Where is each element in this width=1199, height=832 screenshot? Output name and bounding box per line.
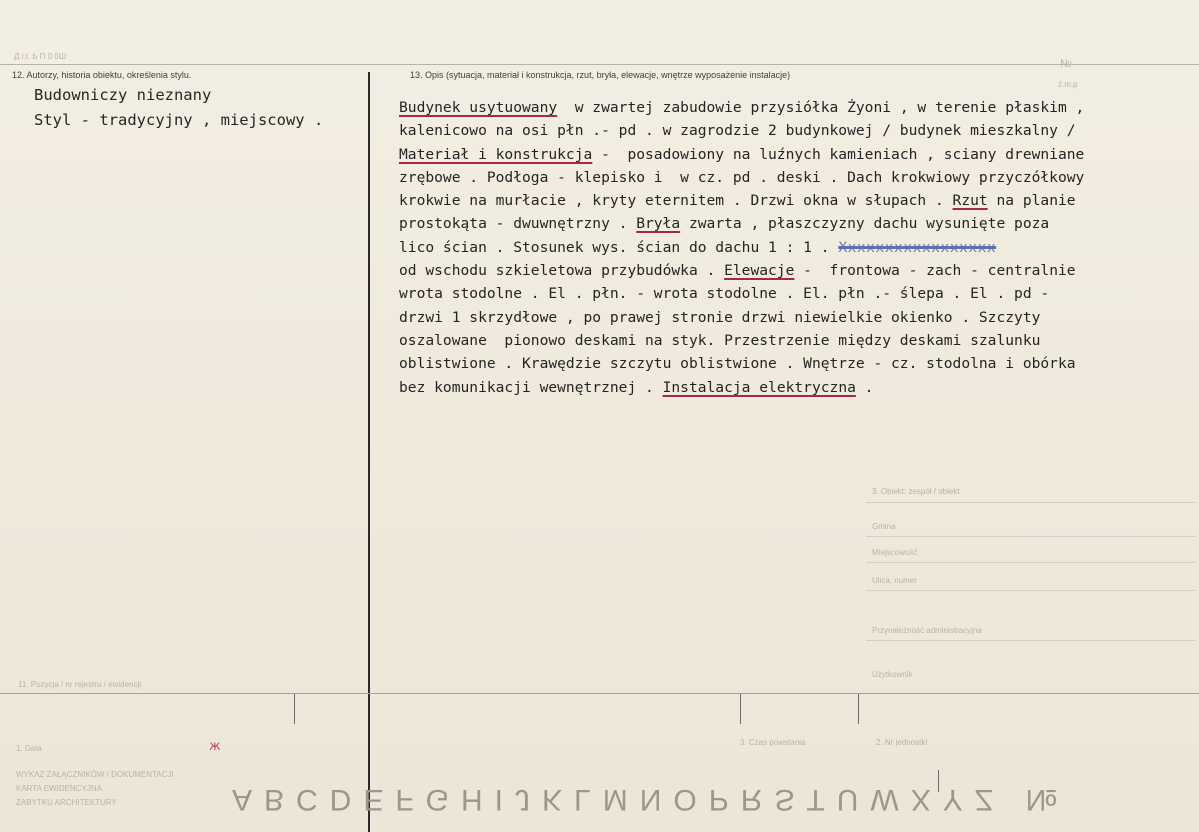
authors-entry: Budowniczy nieznany (34, 86, 212, 104)
underlined-heading: Materiał i konstrukcja (399, 145, 593, 163)
description-line (399, 119, 1084, 142)
description-segment: na planie (987, 192, 1076, 210)
column-divider (368, 72, 370, 832)
frame-tick (294, 694, 295, 724)
faint-right-5: Przynależność administracyjna (872, 626, 982, 635)
description-segment: - frontowa - zach - centralnie (794, 262, 1076, 280)
description-segment: bez komunikacji wewnętrznej . (399, 378, 663, 396)
frame-tick (858, 694, 859, 724)
faint-right-6: Użytkownik (872, 670, 913, 679)
description-segment: krokwie na murłacie , kryty eternitem . Drzwi okna w słupach . (399, 192, 953, 210)
red-mark: ж (209, 739, 221, 754)
underlined-heading: Instalacja elektryczna (662, 378, 856, 396)
faint-line (866, 536, 1196, 537)
description-segment: drzwi 1 skrzydłowe , po prawej stronie drzwi niewielkie okienko . Szczyty (399, 308, 1041, 326)
faint-line (866, 590, 1196, 591)
faint-line (866, 562, 1196, 563)
faint-bottom-mid: 3. Czas powstania (740, 738, 806, 747)
header-rule (0, 64, 1199, 65)
field-12-label: 12. Autorzy, historia obiektu, określenia stylu. (12, 70, 192, 80)
faint-left-bottom-3: KARTA EWIDENCYJNA (16, 784, 102, 793)
faint-left-bottom-label: 11. Pozycja / nr rejestru / ewidencji (18, 680, 142, 689)
description-segment: lico ścian . Stosunek wys. ścian do dachu 1 : 1 . (399, 238, 839, 256)
bottom-rule (0, 693, 1199, 694)
description-segment: oblistwione . Krawędzie szczytu oblistwione . Wnętrze - cz. stodolna i obórka (399, 355, 1076, 373)
description-line (399, 329, 1084, 352)
description-line (399, 282, 1084, 305)
faint-left-bottom-4: ZABYTKU ARCHITEKTURY (16, 798, 117, 807)
alphabet-strip: ABCDEFGHIJKLMNOPRSTUWXYZ № (232, 783, 1070, 816)
description-line (399, 376, 1084, 399)
description-text (399, 96, 1084, 399)
description-segment: wrota stodolne . El . płn. - wrota stodolne . El. płn .- ślepa . El . pd - (399, 285, 1050, 303)
faint-right-3: Miejscowość (872, 548, 918, 557)
description-segment: w zwartej zabudowie przysiółka Żyoni , w terenie płaskim , (557, 99, 1085, 116)
faint-right-text: ż.m.p (1058, 80, 1078, 89)
description-segment: zrębowe . Podłoga - klepisko i w cz. pd . deski . Dach krokwiowy przyczółkowy (399, 168, 1085, 186)
description-line (399, 352, 1084, 375)
struck-out-text: Xxxxxxxxxxxxxxxxx (838, 238, 997, 256)
description-line (399, 166, 1084, 189)
underlined-heading: Budynek usytuowany (399, 99, 558, 116)
underlined-heading: Bryła (636, 215, 681, 233)
description-line (399, 259, 1084, 282)
description-line (399, 143, 1084, 166)
faint-left-bottom-1: 1. Data (16, 744, 42, 753)
description-segment: oszalowane pionowo deskami na styk. Przestrzenie między deskami szalunku (399, 331, 1041, 349)
faint-right-1: 3. Obiekt: zespół / obiekt (872, 487, 960, 496)
description-segment: . (855, 378, 874, 396)
faint-bottom-right: 2. Nr jednostki (876, 738, 928, 747)
underlined-heading: Rzut (952, 192, 988, 210)
faint-left-bottom-2: WYKAZ ZAŁĄCZNIKÓW / DOKUMENTACJI (16, 770, 174, 779)
description-segment: - posadowiony na luźnych kamieniach , sciany drewniane (592, 145, 1085, 163)
description-segment: prostokąta - dwuwnętrzny . (399, 215, 637, 233)
description-segment: od wschodu szkieletowa przybudówka . (399, 262, 725, 280)
faint-line (866, 502, 1196, 503)
style-entry: Styl - tradycyjny , miejscowy . (34, 111, 324, 129)
frame-tick (740, 694, 741, 724)
faint-right-2: Gmina (872, 522, 896, 531)
description-segment: zwarta , płaszczyzny dachu wysunięte poza (680, 215, 1050, 233)
field-13-label: 13. Opis (sytuacja, materiał i konstrukcja, rzut, bryła, elewacje, wnętrze wyposażenie instalacje) (410, 70, 791, 80)
description-line (399, 189, 1084, 212)
underlined-heading: Elewacje (724, 262, 795, 280)
faint-right-4: Ulica, numer (872, 576, 917, 585)
description-line (399, 212, 1084, 235)
faint-line (866, 640, 1196, 641)
faint-number-sign: № (1060, 58, 1072, 70)
description-line (399, 306, 1084, 329)
description-line (399, 96, 1084, 119)
description-line (399, 236, 1084, 259)
faint-top-text: Д г.г. Ь П 0 0Ш (14, 52, 67, 61)
description-segment: kalenicowo na osi płn .- pd . w zagrodzie 2 budynkowej / budynek mieszkalny / (399, 122, 1076, 140)
